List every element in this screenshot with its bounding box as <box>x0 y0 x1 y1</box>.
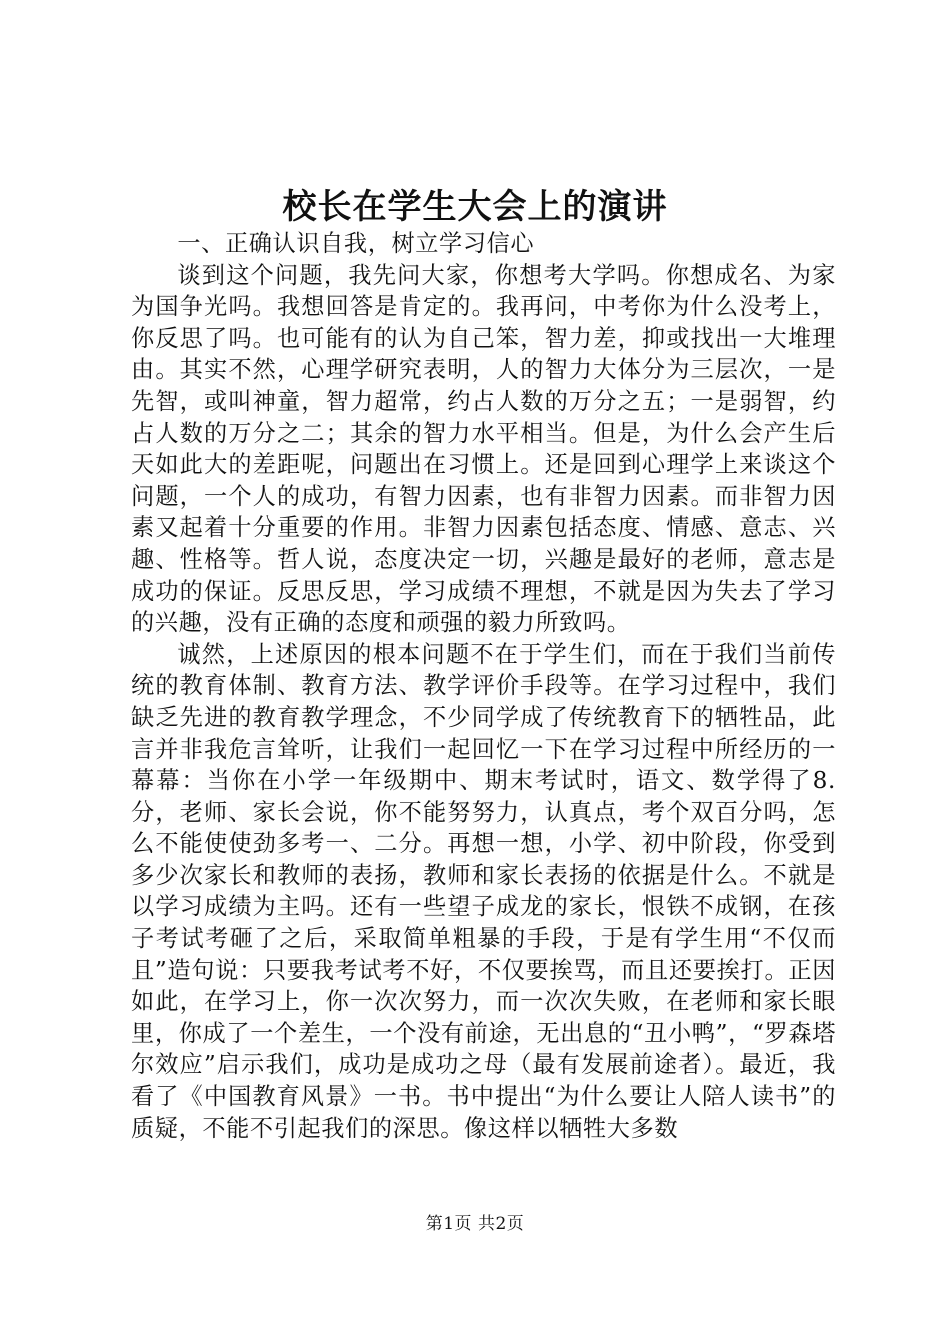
section-heading: 一、正确认识自我，树立学习信心 <box>177 230 535 257</box>
document-body <box>131 228 836 1144</box>
paragraph-2: 诚然，上述原因的根本问题不在于学生们，而在于我们当前传统的教育体制、教育方法、教学评价手段等。在学习过程中，我们缺乏先进的教育教学理念，不少同学成了传统教育下的牺牲品，此言并非我危言耸听，让我们一起回忆一下在学习过程中所经历的一幕幕：当你在小学一年级期中、期末考试时，语文、数学得了8.分，老师、家长会说，你不能努努力，认真点，考个双百分吗，怎么不能使使劲多考一、二分。再想一想，小学、初中阶段，你受到多少次家长和教师的表扬，教师和家长表扬的依据是什么。不就是以学习成绩为主吗。还有一些望子成龙的家长，恨铁不成钢，在孩子考试考砸了之后，采取简单粗暴的手段，于是有学生用“不仅而且”造句说：只要我考试考不好，不仅要挨骂，而且还要挨打。正因如此，在学习上，你一次次努力，而一次次失败，在老师和家长眼里，你成了一个差生，一个没有前途，无出息的“丑小鸭”，“罗森塔尔效应”启示我们，成功是成功之母（最有发展前途者）。最近，我看了《中国教育风景》一书。书中提出“为什么要让人陪人读书”的质疑，不能不引起我们的深思。像这样以牺牲大多数 <box>131 640 836 1142</box>
page-footer: 第1页 共2页 <box>425 1214 525 1234</box>
page-title: 校长在学生大会上的演讲 <box>282 187 668 227</box>
paragraph-1: 谈到这个问题，我先问大家，你想考大学吗。你想成名、为家为国争光吗。我想回答是肯定的。我再问，中考你为什么没考上，你反思了吗。也可能有的认为自己笨，智力差，抑或找出一大堆理由。其实不然，心理学研究表明，人的智力大体分为三层次，一是先智，或叫神童，智力超常，约占人数的万分之五；一是弱智，约占人数的万分之二；其余的智力水平相当。但是，为什么会产生后天如此大的差距呢，问题出在习惯上。还是回到心理学上来谈这个问题，一个人的成功，有智力因素，也有非智力因素。而非智力因素又起着十分重要的作用。非智力因素包括态度、情感、意志、兴趣、性格等。哲人说，态度决定一切，兴趣是最好的老师，意志是成功的保证。反思反思，学习成绩不理想，不就是因为失去了学习的兴趣，没有正确的态度和顽强的毅力所致吗。 <box>131 261 836 637</box>
